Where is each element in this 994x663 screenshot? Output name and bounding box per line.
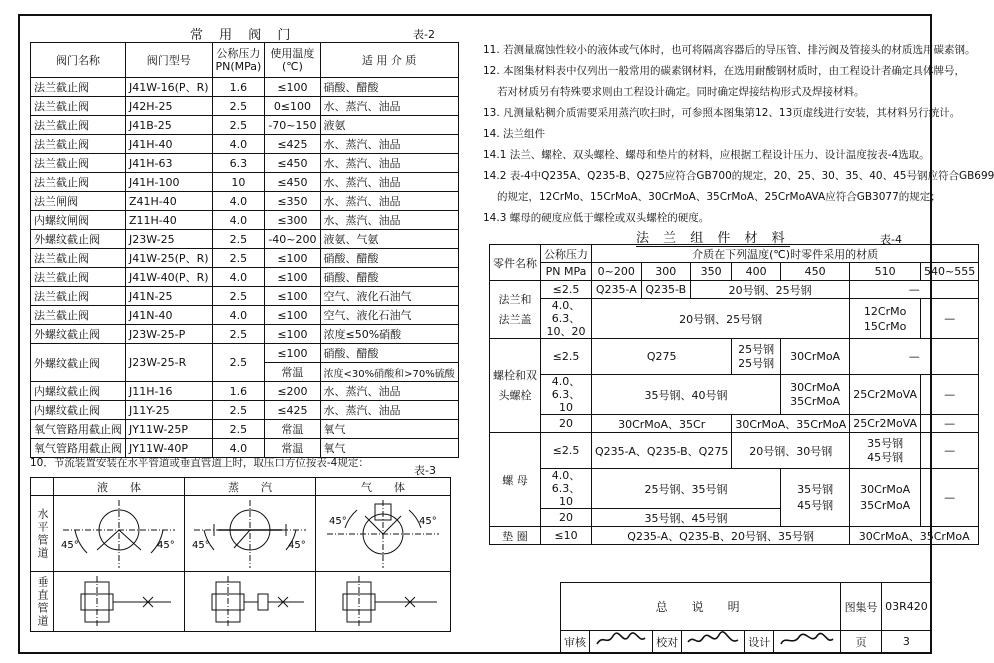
t2-cell: 1.6 [212,382,265,401]
t3-row-horizontal: 水平管道 [31,496,54,572]
t2-cell: 法兰截止阀 [31,154,126,173]
t2-row [31,382,459,401]
t2-cell: J41H-40 [126,135,213,154]
notes-block [483,40,994,229]
t2-cell: 法兰截止阀 [31,78,126,97]
t2-cell: ≤200 [265,382,320,401]
steam-horizontal-diagram [185,496,316,572]
t2-cell: 液氨 [320,116,458,135]
note-line: 11. 若测量腐蚀性较小的液体或气体时，也可将隔离容器后的导压管、排污阀及管接头的材质选用碳素钢。 [483,44,976,56]
note-line: 14. 法兰组件 [483,128,546,140]
t4-nut-name: 螺 母 [490,433,541,527]
t4-cell: 35号钢 45号钢 [780,469,849,527]
t2-row [31,97,459,116]
design-signature [774,631,841,653]
t2-cell: 空气、液化石油气 [320,306,458,325]
t4-h-temp: 介质在下列温度(℃)时零件采用的材质 [592,245,979,263]
t2-cell: 水、蒸汽、油品 [320,211,458,230]
t2-cell: 2.5 [212,420,265,439]
t4-gasket-name: 垫 圈 [490,527,541,545]
check-label: 校对 [653,631,682,653]
t4-cell: ≤2.5 [541,433,592,469]
review-signature [590,631,653,653]
t2-cell: 空气、液化石油气 [320,287,458,306]
t4-cell: 30CrMoA 35CrMoA [850,469,921,527]
gas-horizontal-diagram [316,496,451,572]
t2-cell: J41W-40(P、R) [126,268,213,287]
t2-cell: 2.5 [212,287,265,306]
t2-header: 阀门名称 [31,43,126,78]
t4-cell: — [921,469,979,527]
t2-cell: 浓度≤50%硝酸 [320,325,458,344]
angle-label: 45° [329,515,347,527]
t4-h-pn: 公称压力 [541,245,592,263]
t2-row [31,116,459,135]
t4-cell: 30CrMoA、35CrMoA [850,527,979,545]
t4-temp-5: 510 [850,263,921,281]
t2-cell: 水、蒸汽、油品 [320,154,458,173]
t2-row [31,287,459,306]
t3-row-vertical: 垂直管道 [31,572,54,632]
t2-row [31,249,459,268]
t2-row [31,135,459,154]
t4-temp-3: 400 [732,263,781,281]
t2-row [31,325,459,344]
t2-cell: 法兰截止阀 [31,268,126,287]
t4-cell: — [921,433,979,469]
t2-cell: J41H-63 [126,154,213,173]
angle-label: 45° [288,539,306,551]
t2-cell: ≤425 [265,135,320,154]
t2-cell: J41H-100 [126,173,213,192]
page-number: 3 [881,631,931,653]
note-line: 若对材质另有特殊要求则由工程设计确定。同时确定焊接结构形式及焊接材料。 [497,86,865,98]
t2-cell: J41W-16(P、R) [126,78,213,97]
t4-temp-2: 350 [690,263,731,281]
t2-cell: 硝酸、醋酸 [320,268,458,287]
t2-cell: 水、蒸汽、油品 [320,173,458,192]
t2-cell: ≤100 [265,268,320,287]
t4-cell: 30CrMoA 35CrMoA [780,375,849,415]
t2-cell: J23W-25 [126,230,213,249]
note-line: 13. 凡测量粘稠介质需要采用蒸汽吹扫时，可参照本图集第12、13页虚线进行安装，其材料另行统计。 [483,107,961,119]
t4-cell: ≤10 [541,527,592,545]
t4-cell: ≤2.5 [541,339,592,375]
t4-cell: — [850,339,979,375]
flange-materials-table [489,244,979,545]
t4-temp-4: 450 [780,263,849,281]
t4-cell: 20号钢、30号钢 [732,433,850,469]
t2-cell: 4.0 [212,192,265,211]
t2-cell: 外螺纹截止阀 [31,325,126,344]
t2-cell: 常温 [265,363,320,382]
t2-row [31,230,459,249]
t4-cell: 25Cr2MoVA [850,375,921,415]
t2-cell: 内螺纹截止阀 [31,401,126,420]
t2-cell: J23W-25-R [126,344,213,382]
note-line: 12. 本图集材料表中仅列出一般常用的碳素钢材料，在选用耐酸钢材质时，由工程设计者确定具体牌号， [483,65,966,77]
t2-cell: 氧气管路用截止阀 [31,420,126,439]
t2-cell: 内螺纹闸阀 [31,211,126,230]
t2-cell: 常温 [265,439,320,458]
table4-title: 法 兰 组 件 材 料 [636,227,790,247]
gas-vertical-diagram [316,572,451,632]
t2-cell: J41N-25 [126,287,213,306]
t2-cell: J42H-25 [126,97,213,116]
t2-cell: 2.5 [212,344,265,382]
t2-cell: 6.3 [212,154,265,173]
t4-cell: ≤2.5 [541,281,592,299]
t2-cell: 4.0 [212,135,265,154]
t4-h-pn-unit: PN MPa [541,263,592,281]
t4-cell: 30CrMoA、35CrMoA [732,415,850,433]
t2-cell: J41W-25(P、R) [126,249,213,268]
t2-cell: J23W-25-P [126,325,213,344]
t2-cell: JY11W-25P [126,420,213,439]
t2-cell: ≤450 [265,173,320,192]
t2-cell: 法兰截止阀 [31,116,126,135]
t4-cell: 25号钢 25号钢 [732,339,781,375]
t4-cell: Q235-B [641,281,690,299]
t2-cell: 内螺纹截止阀 [31,382,126,401]
t3-col-gas: 气 体 [316,478,451,496]
t2-row [31,78,459,97]
t3-corner [31,478,54,496]
t2-cell: 0≤100 [265,97,320,116]
t2-cell: ≤300 [265,211,320,230]
t2-cell: 硝酸、醋酸 [320,78,458,97]
t2-header: 公称压力 PN(MPa) [212,43,265,78]
t4-cell: Q235-A、Q235-B、Q275 [592,433,732,469]
liquid-horizontal-diagram [54,496,185,572]
drawing-title: 总 说 明 [561,583,841,631]
angle-label: 45° [157,539,175,551]
t2-cell: 氧气 [320,439,458,458]
t2-cell: JY11W-40P [126,439,213,458]
t2-row [31,268,459,287]
t4-temp-6: 540~555 [921,263,979,281]
note-line: 14.3 螺母的硬度应低于螺栓或双头螺栓的硬度。 [483,212,710,224]
t2-cell: 法兰截止阀 [31,249,126,268]
t2-cell: 法兰截止阀 [31,173,126,192]
t2-row [31,192,459,211]
t2-cell: ≤425 [265,401,320,420]
t2-cell: 4.0 [212,306,265,325]
t2-cell: 2.5 [212,401,265,420]
table2-title: 常 用 阀 门 [190,28,297,43]
t2-cell: 法兰截止阀 [31,135,126,154]
t2-cell: ≤100 [265,78,320,97]
t4-h-part: 零件名称 [490,245,541,281]
t4-cell: — [921,299,979,339]
common-valves-table [30,42,459,458]
review-label: 审核 [561,631,590,653]
t2-cell: 4.0 [212,211,265,230]
t4-cell: 35号钢 45号钢 [850,433,921,469]
t2-cell: ≤100 [265,306,320,325]
angle-label: 45° [419,515,437,527]
t2-cell: -70~150 [265,116,320,135]
t4-cell: Q275 [592,339,732,375]
t2-cell: ≤100 [265,249,320,268]
t4-cell: 4.0、6.3、 10 [541,375,592,415]
t4-bolt-name: 螺栓和双 头螺栓 [490,339,541,433]
t4-cell: 30CrMoA、35Cr [592,415,732,433]
t3-col-liquid: 液 体 [54,478,185,496]
t2-row [31,420,459,439]
t2-cell: 2.5 [212,116,265,135]
t2-cell: ≤350 [265,192,320,211]
table4-tag: 表-4 [880,233,902,246]
table2-tag: 表-2 [413,28,435,41]
t4-temp-1: 300 [641,263,690,281]
t4-cell: 25号钢、35号钢 [592,469,781,509]
t2-cell: 法兰截止阀 [31,97,126,116]
t2-cell: 氧气 [320,420,458,439]
angle-label: 45° [61,539,79,551]
t2-cell: 氧气管路用截止阀 [31,439,126,458]
t2-header: 使用温度 (℃) [265,43,320,78]
t2-cell: J11Y-25 [126,401,213,420]
t4-cell: 12CrMo 15CrMo [850,299,921,339]
t2-cell: 4.0 [212,268,265,287]
t2-cell: 水、蒸汽、油品 [320,135,458,154]
note-line: 14.1 法兰、螺栓、双头螺栓、螺母和垫片的材料，应根据工程设计压力、设计温度按表-4选取。 [483,149,930,161]
t2-cell: 外螺纹截止阀 [31,230,126,249]
t2-row [31,401,459,420]
t2-cell: 常温 [265,420,320,439]
t2-row [31,344,459,363]
note-line: 14.2 表-4中Q235A、Q235-B、Q275应符合GB700的规定，20、25、30、35、40、45号钢应符合GB699 [483,170,994,182]
t2-cell: -40~200 [265,230,320,249]
t4-cell: — [921,415,979,433]
t2-cell: 浓度<30%硝酸和>70%硫酸 [320,363,458,382]
atlas-label: 图集号 [841,583,881,631]
t2-cell: 水、蒸汽、油品 [320,97,458,116]
t4-cell: 20 [541,509,592,527]
atlas-number: 03R420 [881,583,931,631]
t2-row [31,173,459,192]
t2-cell: 10 [212,173,265,192]
steam-vertical-diagram [185,572,316,632]
t2-cell: J41B-25 [126,116,213,135]
t4-temp-0: 0~200 [592,263,642,281]
liquid-vertical-diagram [54,572,185,632]
t4-cell: 4.0、6.3、 10、20 [541,299,592,339]
design-label: 设计 [745,631,774,653]
title-block [560,582,932,653]
t2-cell: ≤100 [265,287,320,306]
t2-cell: 硝酸、醋酸 [320,249,458,268]
t2-cell: 2.5 [212,97,265,116]
t2-cell: 2.5 [212,230,265,249]
t4-cell: 4.0、6.3、 10 [541,469,592,509]
t4-cell: Q235-A [592,281,642,299]
t4-cell: 35号钢、40号钢 [592,375,781,415]
t2-header: 适 用 介 质 [320,43,458,78]
t2-cell: 水、蒸汽、油品 [320,382,458,401]
t2-cell: 水、蒸汽、油品 [320,401,458,420]
check-signature [682,631,745,653]
t2-cell: 2.5 [212,325,265,344]
t2-cell: ≤100 [265,344,320,363]
page-label: 页 [841,631,881,653]
note-10: 10．节流装置安装在水平管道或垂直管道上时，取压口方位按表-4规定： [30,457,369,469]
t4-cell: Q235-A、Q235-B、20号钢、35号钢 [592,527,850,545]
t2-row [31,211,459,230]
t2-header: 阀门型号 [126,43,213,78]
t2-cell: 法兰闸阀 [31,192,126,211]
t2-cell: 硝酸、醋酸 [320,344,458,363]
tap-orientation-table [30,477,451,632]
t3-col-steam: 蒸 汽 [185,478,316,496]
t2-cell: J11H-16 [126,382,213,401]
t2-cell: Z41H-40 [126,192,213,211]
t2-cell: 2.5 [212,249,265,268]
t2-row [31,154,459,173]
t2-cell: 法兰截止阀 [31,306,126,325]
t4-cell: 25Cr2MoVA [850,415,921,433]
t2-cell: 法兰截止阀 [31,287,126,306]
t4-cell: 30CrMoA [780,339,849,375]
t4-flange-name: 法兰和 法兰盖 [490,281,541,339]
t4-cell: — [850,281,979,299]
t4-cell: 20号钢、25号钢 [690,281,849,299]
t2-cell: J41N-40 [126,306,213,325]
t2-cell: Z11H-40 [126,211,213,230]
angle-label: 45° [192,539,210,551]
t4-cell: 35号钢、45号钢 [592,509,781,527]
t2-row [31,306,459,325]
table3-tag: 表-3 [414,464,436,477]
note-line: 的规定，12CrMo、15CrMoA、30CrMoA、35CrMoA、25CrMoAVA应符合GB3077的规定； [497,191,941,203]
t4-cell: 20号钢、25号钢 [592,299,850,339]
t2-cell: 水、蒸汽、油品 [320,192,458,211]
t4-cell: 20 [541,415,592,433]
t4-cell: — [921,375,979,415]
t2-cell: 1.6 [212,78,265,97]
t2-cell: 外螺纹截止阀 [31,344,126,382]
t2-cell: 液氨、气氨 [320,230,458,249]
t2-cell: 4.0 [212,439,265,458]
t2-cell: ≤100 [265,325,320,344]
t2-cell: ≤450 [265,154,320,173]
